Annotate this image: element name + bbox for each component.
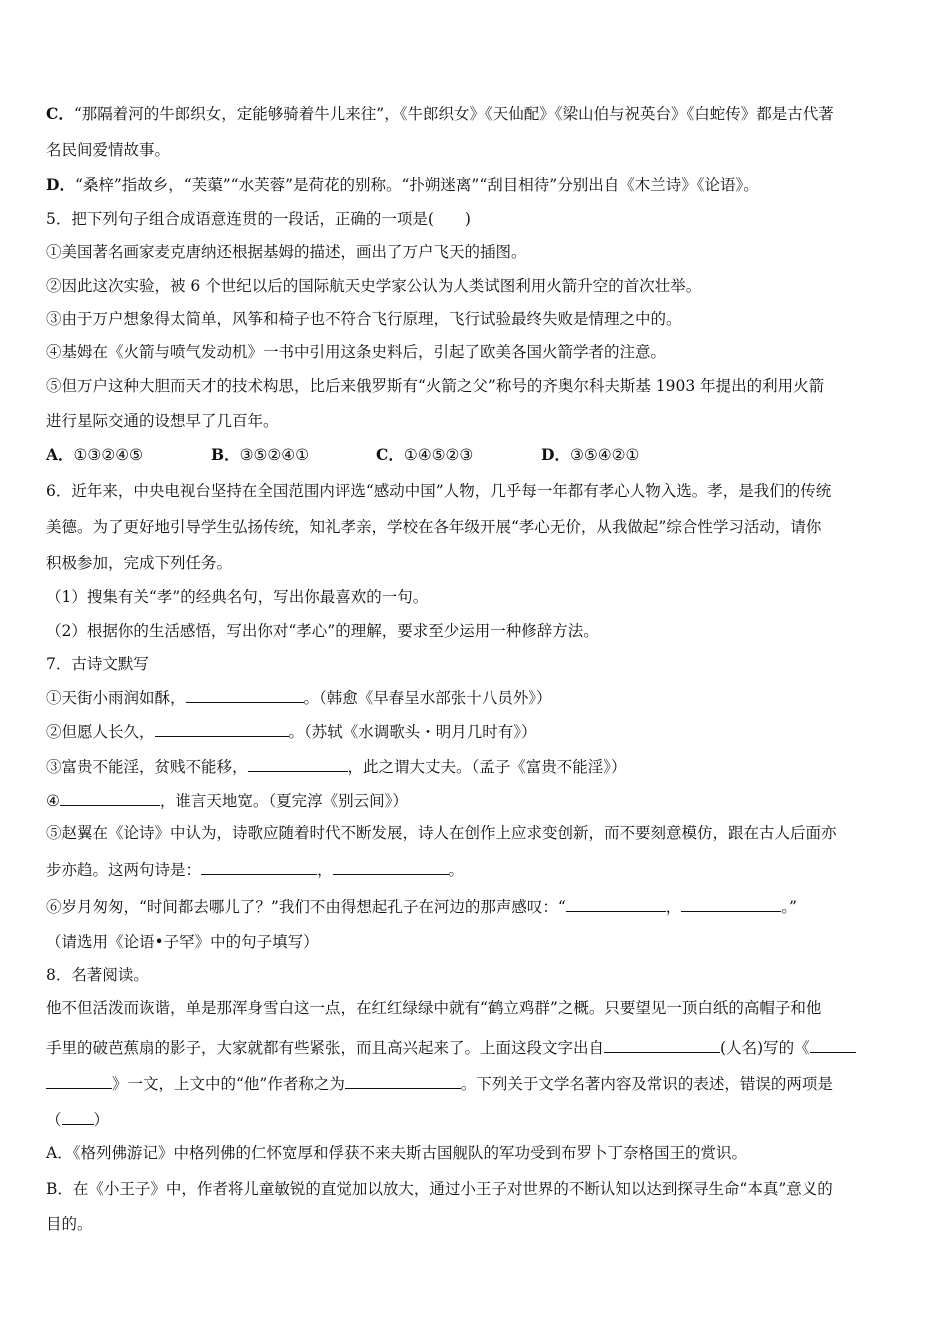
q5-option-d-label: D． (541, 445, 570, 464)
q7-item5-blank2[interactable] (333, 858, 449, 875)
q4-option-d-text: “桑梓”指故乡，“芙蕖”“水芙蓉”是荷花的别称。“扑朔迷离”“刮目相待”分别出自《木兰诗》《论语》。 (74, 176, 759, 194)
q7-item5-line2 (46, 858, 464, 880)
q4-option-c-line1 (46, 104, 834, 124)
q7-item5-mid: ， (317, 861, 333, 879)
q6-task1: （1）搜集有关“孝”的经典名句，写出你最喜欢的一句。 (46, 588, 429, 606)
q4-option-d-line (46, 175, 759, 195)
q7-item6-mid: ， (665, 898, 682, 916)
q8-name-blank[interactable] (345, 1072, 461, 1089)
q7-item1-pre: ①天街小雨润如酥， (46, 689, 186, 707)
q5-option-b-text: ③⑤②④① (239, 446, 310, 464)
q7-item3-pre: ③富贵不能淫，贫贱不能移， (46, 758, 248, 776)
q8-author-blank[interactable] (604, 1036, 720, 1053)
q8-title: 8．名著阅读。 (46, 966, 149, 984)
q5-option-a (46, 445, 211, 465)
q8-title-blank-part2[interactable] (46, 1072, 112, 1089)
q5-option-c-text: ①④⑤②③ (403, 446, 474, 464)
q5-sentence-5-line1: ⑤但万户这种大胆而天才的技术构思，比后来俄罗斯有“火箭之父”称号的齐奥尔科夫斯基 1903 年提出的利用火箭 (46, 377, 825, 395)
q7-title: 7．古诗文默写 (46, 655, 149, 673)
q7-item2-blank[interactable] (155, 720, 289, 737)
q7-item6 (46, 895, 797, 917)
q6-line3: 积极参加，完成下列任务。 (46, 554, 233, 572)
q8-passage-line1: 他不但活泼而诙谐，单是那浑身雪白这一点，在红红绿绿中就有“鹤立鸡群”之概。只要望见一顶白纸的高帽子和他 (46, 999, 822, 1017)
q7-item4-post: ，谁言天地宽。（夏完淳《别云间》） (159, 792, 408, 810)
q5-sentence-3: ③由于万户想象得太简单，风筝和椅子也不符合飞行原理，飞行试验最终失败是情理之中的。 (46, 310, 682, 328)
q7-item2-pre: ②但愿人长久， (46, 723, 155, 741)
q7-item2-post: 。（苏轼《水调歌头・明月几时有》） (288, 723, 537, 741)
q8-passage-line3-post: 。下列关于文学名著内容及常识的表述，错误的两项是 (460, 1075, 833, 1093)
q7-item5-blank1[interactable] (201, 858, 317, 875)
q8-passage-line3-pre: 》一文，上文中的“他”作者称之为 (112, 1075, 345, 1093)
q5-sentence-1: ①美国著名画家麦克唐纳还根据基姆的描述，画出了万户飞天的插图。 (46, 243, 527, 261)
q4-option-d-label: D． (46, 175, 75, 194)
q5-option-c-label: C． (376, 445, 404, 464)
q7-item6-post: 。” (781, 898, 797, 916)
q5-sentence-2: ②因此这次实验，被 6 个世纪以后的国际航天史学家公认为人类试图利用火箭升空的首次壮举。 (46, 277, 702, 295)
q7-item1-blank[interactable] (186, 686, 304, 703)
q7-item6-blank1[interactable] (566, 895, 666, 912)
q8-option-b-line1: B．在《小王子》中，作者将儿童敏锐的直觉加以放大，通过小王子对世界的不断认知以达到探寻生命“本真”意义的 (46, 1180, 833, 1198)
q7-item3-post: ，此之谓大丈夫。（孟子《富贵不能淫》） (347, 758, 627, 776)
q7-item5-line1: ⑤赵翼在《论诗》中认为，诗歌应随着时代不断发展，诗人在创作上应求变创新，而不要刻意模仿，跟在古人后面亦 (46, 824, 837, 842)
q5-option-b-label: B． (211, 445, 240, 464)
q7-item6-pre: ⑥岁月匆匆，“时间都去哪儿了？”我们不由得想起孔子在河边的那声感叹：“ (46, 898, 566, 916)
q7-item4-pre: ④ (46, 792, 60, 810)
q4-option-c-text: “那隔着河的牛郎织女，定能够骑着牛儿来往”，《牛郎织女》《天仙配》《梁山伯与祝英台》《白蛇传》都是古代著 (73, 105, 834, 123)
q8-answer-line (46, 1108, 109, 1130)
q7-item6-blank2[interactable] (681, 895, 781, 912)
q8-passage-line3 (46, 1072, 833, 1094)
q5-sentence-4: ④基姆在《火箭与喷气发动机》一书中引用这条史料后，引起了欧美各国火箭学者的注意。 (46, 343, 667, 361)
q8-title-blank-part1[interactable] (810, 1036, 856, 1053)
q7-item4 (46, 789, 408, 811)
q8-option-a: A．《格列佛游记》中格列佛的仁怀宽厚和俘获不来夫斯古国舰队的军功受到布罗卜丁奈格国王的赏识。 (46, 1144, 747, 1162)
q7-item5-pre: 步亦趋。这两句诗是： (46, 861, 202, 879)
q8-option-b-line2: 目的。 (46, 1215, 93, 1233)
q5-option-a-text: ①③②④⑤ (73, 446, 144, 464)
q7-item3 (46, 755, 627, 777)
q8-answer-close: ） (93, 1111, 110, 1129)
q6-line1: 6．近年来，中央电视台坚持在全国范围内评选“感动中国”人物，几乎每一年都有孝心人物入选。孝，是我们的传统 (46, 482, 832, 500)
q8-answer-open: （ (46, 1111, 62, 1129)
q7-item5-post: 。 (448, 861, 465, 879)
q5-option-d-text: ③⑤④②① (569, 446, 640, 464)
q5-option-b (211, 445, 376, 465)
q4-option-c-label: C． (46, 104, 74, 123)
q6-line2: 美德。为了更好地引导学生弘扬传统，知礼孝亲，学校在各年级开展“孝心无价，从我做起”综合性学习活动，请你 (46, 518, 822, 536)
q7-item6-note: （请选用《论语•子罕》中的句子填写） (46, 933, 319, 951)
q4-option-c-line2: 名民间爱情故事。 (46, 141, 171, 159)
q5-option-c (376, 445, 541, 465)
q8-passage-line2 (46, 1036, 856, 1058)
q8-passage-line2-mid: (人名)写的《 (720, 1039, 810, 1057)
q8-passage-line2-pre: 手里的破芭蕉扇的影子，大家就都有些紧张，而且高兴起来了。上面这段文字出自 (46, 1039, 605, 1057)
q7-item1-post: 。（韩愈《早春呈水部张十八员外》） (303, 689, 552, 707)
q7-item2 (46, 720, 537, 742)
q7-item1 (46, 686, 552, 708)
q5-stem: 5．把下列句子组合成语意连贯的一段话，正确的一项是( ) (46, 210, 471, 228)
q5-option-d (541, 445, 639, 465)
q7-item3-blank[interactable] (248, 755, 348, 772)
q5-options (46, 445, 639, 465)
q7-item4-blank[interactable] (60, 789, 160, 806)
q6-task2: （2）根据你的生活感悟，写出你对“孝心”的理解，要求至少运用一种修辞方法。 (46, 622, 599, 640)
q5-option-a-label: A． (46, 445, 74, 464)
q8-answer-blank[interactable] (62, 1108, 94, 1125)
q5-sentence-5-line2: 进行星际交通的设想早了几百年。 (46, 412, 279, 430)
